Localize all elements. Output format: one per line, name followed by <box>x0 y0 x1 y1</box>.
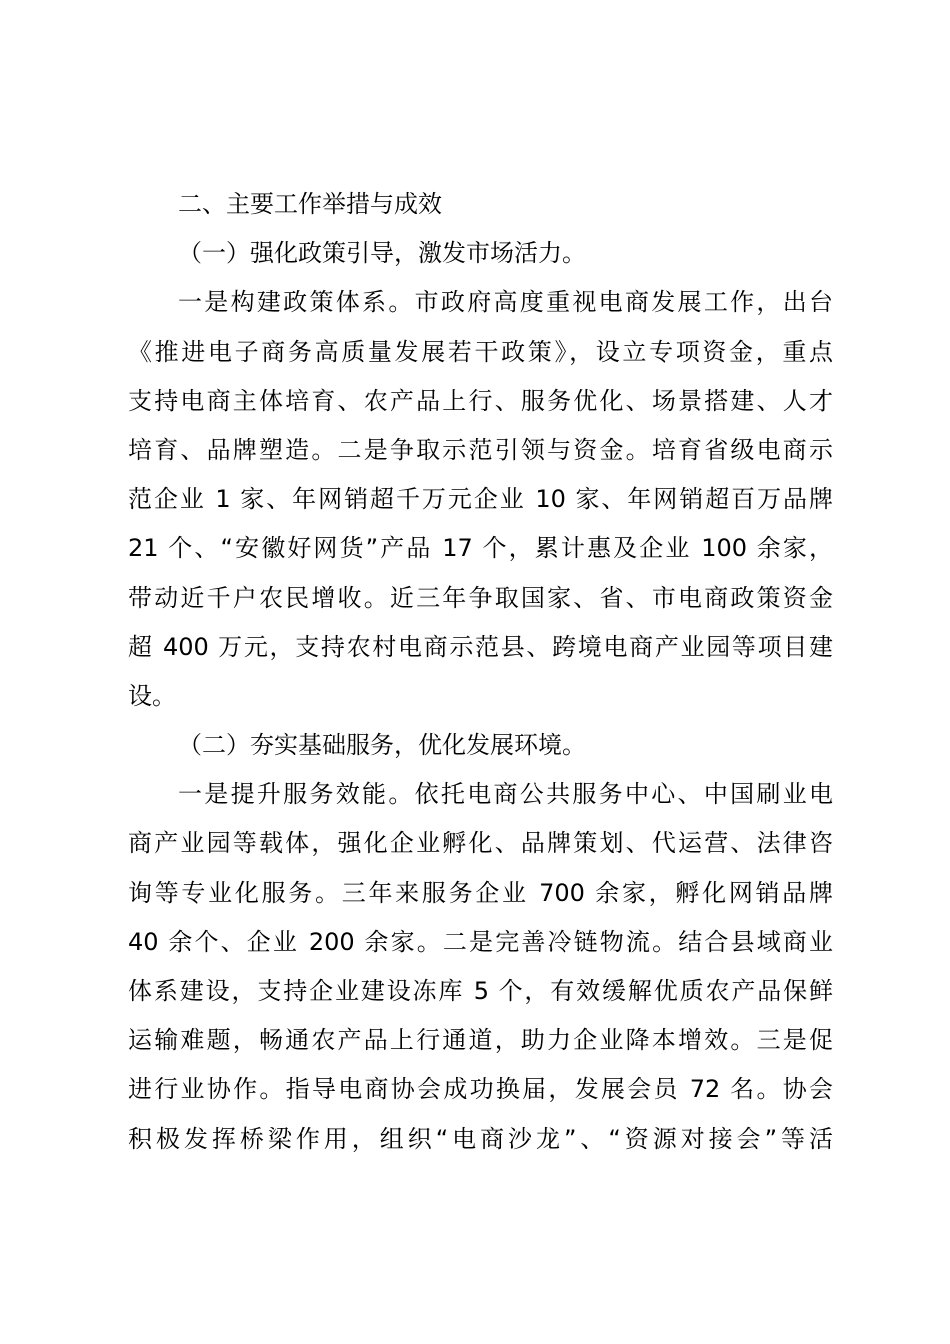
paragraph-line: 超 400 万元，支持农村电商示范县、跨境电商产业园等项目建 <box>128 632 833 661</box>
paragraph-line: 40 余个、企业 200 余家。二是完善冷链物流。结合县域商业 <box>128 927 833 956</box>
subsection-heading: （一）强化政策引导，激发市场活力。 <box>178 239 586 268</box>
paragraph-line: 询等专业化服务。三年来服务企业 700 余家，孵化网销品牌 <box>128 878 833 907</box>
paragraph-line: 设。 <box>128 681 176 710</box>
paragraph-line: 运输难题，畅通农产品上行通道，助力企业降本增效。三是促 <box>128 1026 833 1055</box>
paragraph-line: 带动近千户农民增收。近三年争取国家、省、市电商政策资金 <box>128 583 833 612</box>
paragraph-line: 支持电商主体培育、农产品上行、服务优化、场景搭建、人才 <box>128 386 833 415</box>
paragraph-line: 21 个、“安徽好网货”产品 17 个，累计惠及企业 100 余家， <box>128 534 833 563</box>
paragraph-line: 《推进电子商务高质量发展若干政策》，设立专项资金，重点 <box>128 337 833 366</box>
subsection-heading: （二）夯实基础服务，优化发展环境。 <box>178 731 586 760</box>
section-heading: 二、主要工作举措与成效 <box>178 190 442 218</box>
paragraph-line: 培育、品牌塑造。二是争取示范引领与资金。培育省级电商示 <box>128 435 833 464</box>
paragraph-line: 范企业 1 家、年网销超千万元企业 10 家、年网销超百万品牌 <box>128 485 833 514</box>
paragraph-line: 体系建设，支持企业建设冻库 5 个，有效缓解优质农产品保鲜 <box>128 977 833 1005</box>
paragraph-line: 一是构建政策体系。市政府高度重视电商发展工作，出台 <box>178 288 833 317</box>
document-body <box>128 180 833 1164</box>
paragraph-line: 一是提升服务效能。依托电商公共服务中心、中国刷业电 <box>178 780 833 809</box>
paragraph-line: 进行业协作。指导电商协会成功换届，发展会员 72 名。协会 <box>128 1075 833 1104</box>
paragraph-line: 商产业园等载体，强化企业孵化、品牌策划、代运营、法律咨 <box>128 829 833 858</box>
paragraph-line: 积极发挥桥梁作用，组织“电商沙龙”、“资源对接会”等活 <box>128 1124 833 1153</box>
